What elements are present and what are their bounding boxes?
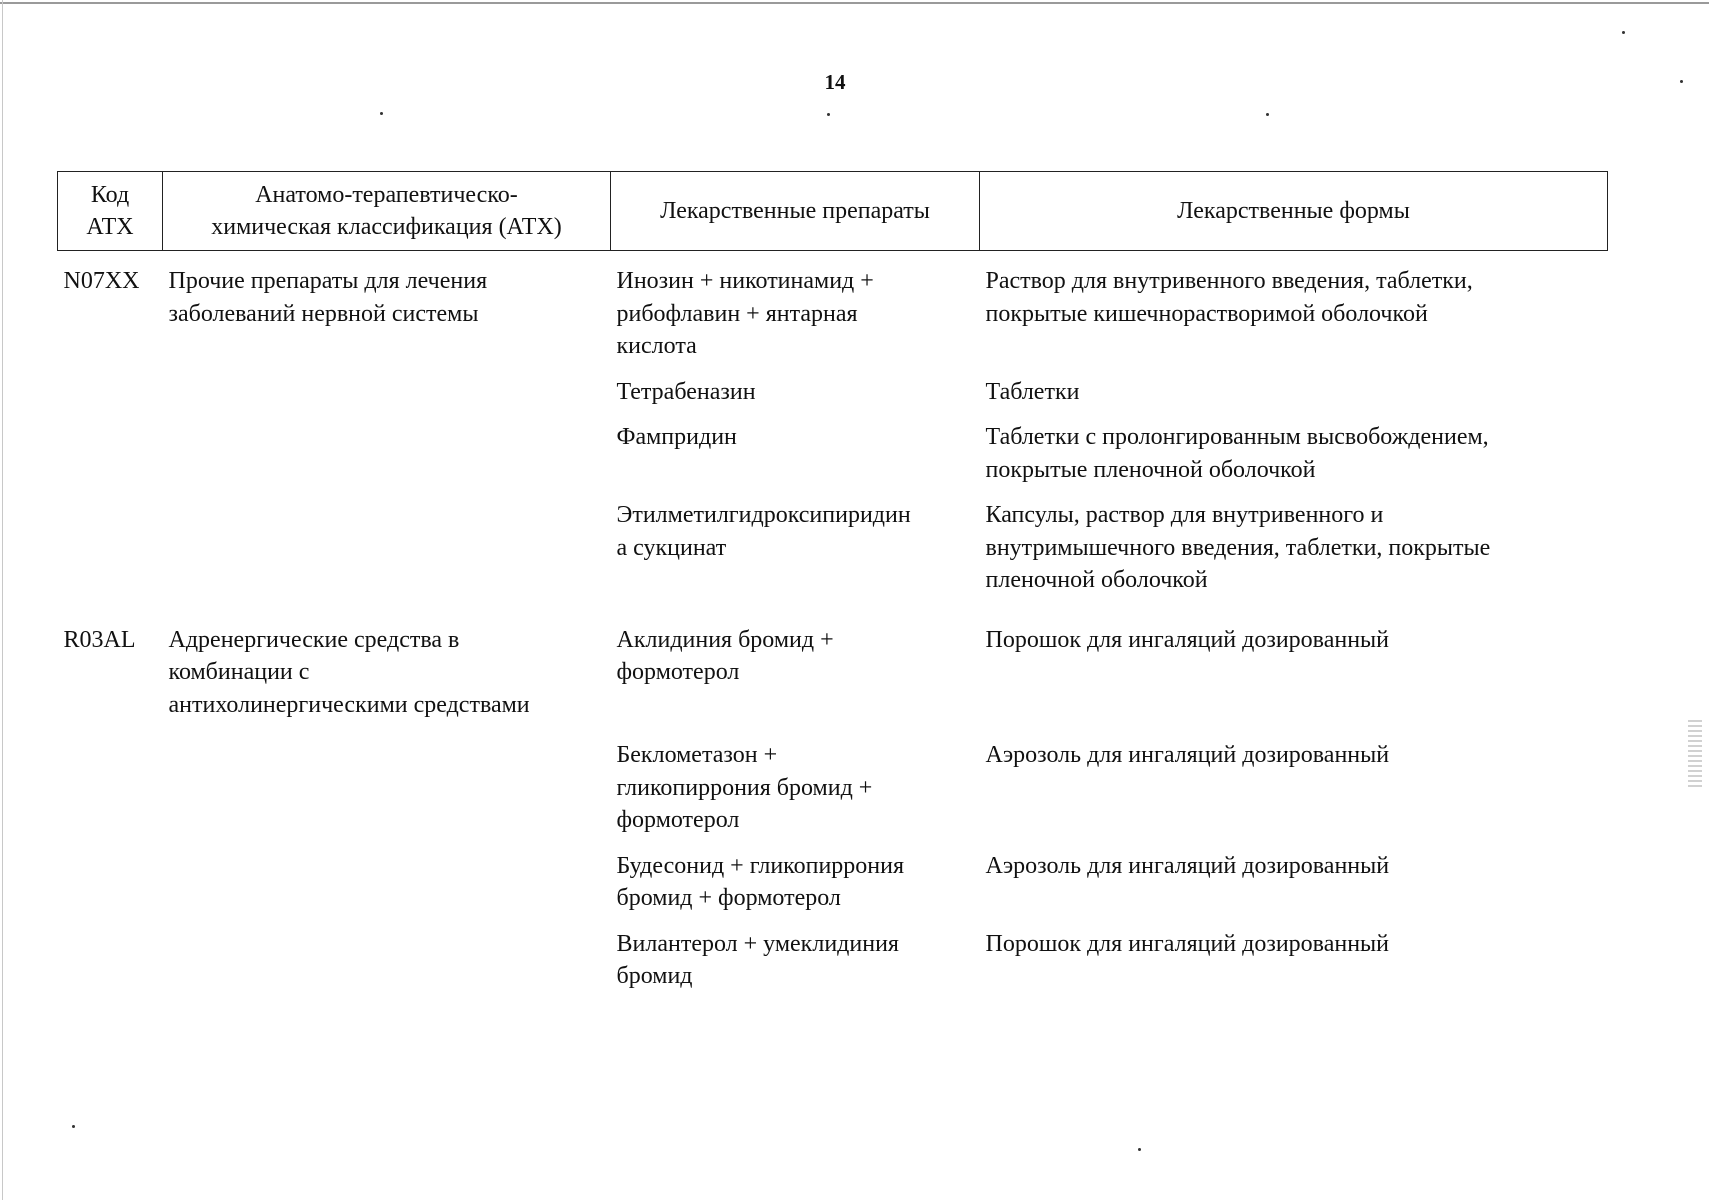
atx-class-name: Адренергические средства в комбинации с антихолинергическими средствами	[168, 626, 530, 718]
dosage-form: Раствор для внутривенного введения, таблетки, покрытые кишечнорастворимой оболочкой	[985, 268, 1473, 327]
atx-code: R03AL	[63, 626, 136, 653]
scan-speck	[827, 113, 830, 116]
atx-class-name	[163, 499, 611, 610]
scan-speck	[1680, 80, 1683, 83]
drug-name: Этилметилгидроксипиридин а сукцинат	[616, 502, 911, 561]
atx-code	[58, 850, 163, 928]
scan-speck	[1266, 113, 1269, 116]
dosage-form: Порошок для ингаляций дозированный	[985, 930, 1389, 957]
scan-edge-noise	[1688, 720, 1702, 790]
atx-code	[58, 499, 163, 610]
table-row	[58, 610, 1608, 740]
header-drugs: Лекарственные препараты	[611, 172, 980, 251]
dosage-form: Таблетки с пролонгированным высвобождением, покрытые пленочной оболочкой	[985, 424, 1489, 483]
drug-name: Будесонид + гликопиррония бромид + формотерол	[616, 852, 905, 911]
atx-class-name	[163, 376, 611, 422]
drug-name: Аклидиния бромид + формотерол	[616, 626, 834, 685]
dosage-form: Таблетки	[985, 378, 1080, 405]
dosage-form: Аэрозоль для ингаляций дозированный	[985, 742, 1390, 768]
dosage-form: Капсулы, раствор для внутривенного и внутримышечного введения, таблетки, покрытые пленочной оболочкой	[985, 502, 1491, 593]
atx-code	[58, 739, 163, 850]
atx-class-name	[163, 421, 611, 499]
dosage-form: Порошок для ингаляций дозированный	[985, 626, 1389, 653]
scan-speck	[1622, 31, 1625, 34]
table-row	[58, 850, 1608, 928]
table-header-row	[58, 172, 1608, 251]
header-classification: Анатомо-терапевтическо- химическая классификация (АТХ)	[163, 172, 611, 251]
drug-name: Фампридин	[616, 424, 737, 450]
header-code: Код АТХ	[58, 172, 163, 251]
atx-class-name	[163, 928, 611, 1006]
scan-speck	[1138, 1148, 1141, 1151]
drug-name: Беклометазон + гликопиррония бромид + формотерол	[616, 742, 873, 833]
scan-speck	[72, 1125, 75, 1128]
table-row	[58, 499, 1608, 610]
drug-name: Вилантерол + умеклидиния бромид	[616, 930, 899, 989]
atx-class-name	[163, 739, 611, 850]
table-row	[58, 376, 1608, 422]
page-number: 14	[824, 70, 846, 94]
atx-class-name	[163, 850, 611, 928]
atx-table	[57, 171, 1608, 1006]
drug-name: Инозин + никотинамид + рибофлавин + янтарная кислота	[616, 268, 874, 359]
atx-class-name: Прочие препараты для лечения заболеваний нервной системы	[168, 268, 488, 327]
dosage-form: Аэрозоль для ингаляций дозированный	[985, 852, 1390, 879]
atx-code	[58, 928, 163, 1006]
drug-name: Тетрабеназин	[616, 378, 756, 405]
table-row	[58, 421, 1608, 499]
table-row	[58, 739, 1608, 850]
table-row	[58, 928, 1608, 1006]
table-row	[58, 251, 1608, 376]
atx-code: N07XX	[63, 268, 140, 294]
scan-left-edge	[2, 0, 3, 1200]
scan-top-edge	[0, 2, 1709, 4]
scan-speck	[380, 112, 383, 115]
atx-code	[58, 421, 163, 499]
atx-code	[58, 376, 163, 422]
header-forms: Лекарственные формы	[980, 172, 1608, 251]
